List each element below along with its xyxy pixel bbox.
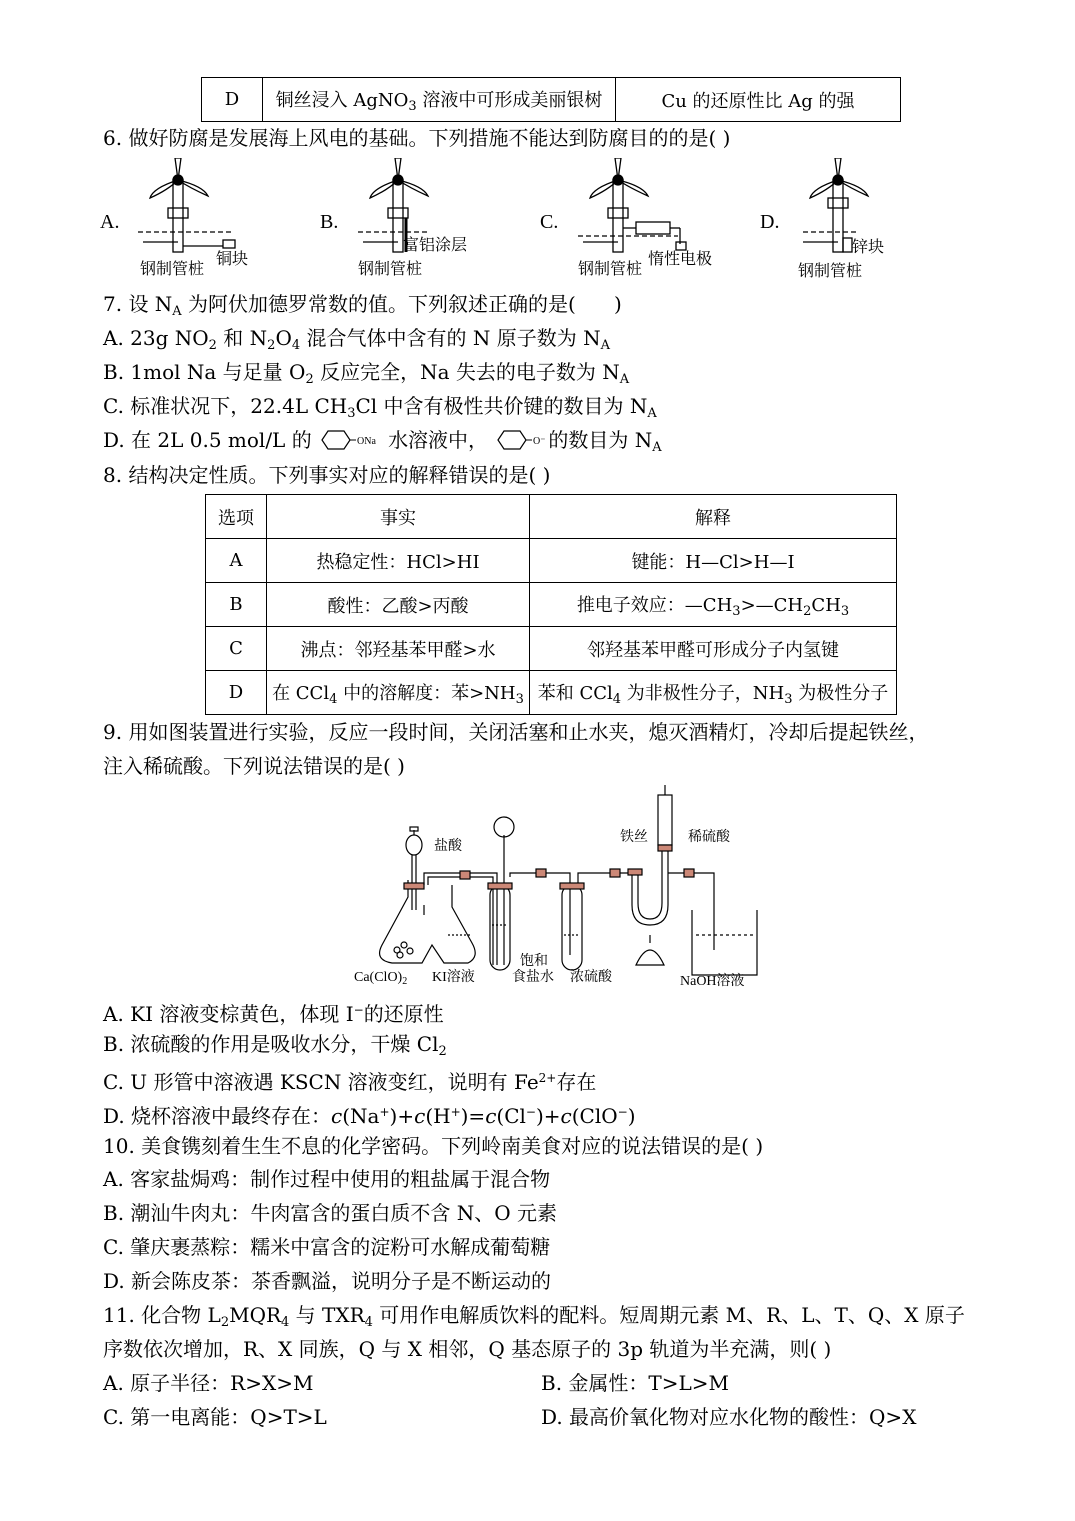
q8-table <box>205 494 897 715</box>
q9-label-brine2: 食盐水 <box>512 970 554 985</box>
q7-c: C. 标准状况下，22.4L $CH_3Cl$ 中含有极性共价键的数目为 $N_A$ <box>103 394 657 421</box>
o-minus-label: O⁻ <box>533 436 546 447</box>
q8-r3-fact: 在 CCl$_4$ 中的溶解度：苯$>NH_3$ <box>267 671 530 715</box>
q8-r2-opt: C <box>206 627 267 671</box>
q9-label-dil: 稀硫酸 <box>688 830 730 845</box>
q7-d <box>103 427 662 461</box>
q9-label-h2so4: 浓硫酸 <box>570 970 612 985</box>
q7-stem: 7. 设 $N_A$ 为阿伏加德罗常数的值。下列叙述正确的是( ) <box>103 292 622 319</box>
q9-stem1: 9. 用如图装置进行实验，反应一段时间，关闭活塞和止水夹，熄灭酒精灯，冷却后提起铁丝， <box>103 720 929 744</box>
q10-stem: 10. 美食镌刻着生生不息的化学密码。下列岭南美食对应的说法错误的是( ) <box>103 1134 764 1158</box>
q6-opt-d: D. <box>760 211 780 233</box>
q6-d-pile: 钢制管桩 <box>798 263 863 280</box>
q9-d: D. 烧杯溶液中最终存在：c(Na+)+c(H+)=c(Cl−)+c(ClO−) <box>103 1104 636 1128</box>
q11-d: D. 最高价氧化物对应水化物的酸性：Q>X <box>541 1405 917 1429</box>
q6-opt-a: A. <box>100 211 120 233</box>
q11-a: A. 原子半径：R>X>M <box>103 1371 314 1395</box>
q6-opt-b: B. <box>320 211 339 233</box>
q6-stem: 6. 做好防腐是发展海上风电的基础。下列措施不能达到防腐目的的是( ) <box>103 126 731 150</box>
top-expl: Cu 的还原性比 Ag 的强 <box>616 78 901 122</box>
q9-apparatus <box>352 785 772 995</box>
q9-a: A. KI 溶液变棕黄色，体现 I−的还原性 <box>103 1002 444 1026</box>
turbine-d <box>803 158 868 252</box>
q6-b-pile: 钢制管桩 <box>358 261 423 278</box>
q6-b-part: 富铝涂层 <box>403 237 468 254</box>
q6-c-pile: 钢制管桩 <box>578 261 643 278</box>
q9-stem2: 注入稀硫酸。下列说法错误的是( ) <box>103 754 405 778</box>
q8-r1-expl: 推电子效应：$—CH_3>—CH_2CH_3$ <box>530 583 897 627</box>
q11-c: C. 第一电离能：Q>T>L <box>103 1405 327 1429</box>
q6-opt-c: C. <box>540 211 559 233</box>
phenoxide-icon <box>494 428 548 452</box>
q8-stem: 8. 结构决定性质。下列事实对应的解释错误的是( ) <box>103 463 551 487</box>
top-table <box>201 77 901 122</box>
q6-a-part: 铜块 <box>216 251 249 268</box>
q9-label-hcl: 盐酸 <box>434 839 462 854</box>
q8-h2: 解释 <box>530 495 897 539</box>
phenyl-ona-icon <box>318 428 388 452</box>
top-fact: 铜丝浸入 AgNO$_3$ 溶液中可形成美丽银树 <box>263 78 616 122</box>
q8-r1-fact: 酸性：乙酸>丙酸 <box>267 583 530 627</box>
q9-label-caclo: $Ca(ClO)_2$ <box>354 970 408 987</box>
turbine-c <box>578 158 686 252</box>
q9-label-fe: 铁丝 <box>620 830 648 845</box>
q9-b: B. 浓硫酸的作用是吸收水分，干燥 $Cl_2$ <box>103 1032 447 1059</box>
q8-r2-fact: 沸点：邻羟基苯甲醛>水 <box>267 627 530 671</box>
q7-a: A. 23g $NO_2$ 和 $N_2O_4$ 混合气体中含有的 N 原子数为 $N_A$ <box>103 326 610 353</box>
q10-b: B. 潮汕牛肉丸：牛肉富含的蛋白质不含 N、O 元素 <box>103 1201 558 1225</box>
q9-label-naoh: NaOH溶液 <box>680 974 745 989</box>
q8-r0-expl: 键能：H—Cl>H—I <box>530 539 897 583</box>
q8-h1: 事实 <box>267 495 530 539</box>
q9-label-ki: KI溶液 <box>432 970 475 985</box>
q10-a: A. 客家盐焗鸡：制作过程中使用的粗盐属于混合物 <box>103 1167 551 1191</box>
q8-r3-expl: 苯和 CCl$_4$ 为非极性分子，$NH_3$ 为极性分子 <box>530 671 897 715</box>
q9-c: C. U 形管中溶液遇 KSCN 溶液变红，说明有 $Fe^{2+}$存在 <box>103 1070 597 1094</box>
q7-d-mid: 水溶液中， <box>388 428 489 452</box>
q6-figures <box>100 158 1060 283</box>
q11-b: B. 金属性：T>L>M <box>541 1371 730 1395</box>
q8-r1-opt: B <box>206 583 267 627</box>
q8-r2-expl: 邻羟基苯甲醛可形成分子内氢键 <box>530 627 897 671</box>
q7-d-pre: D. 在 2L 0.5 mol/L 的 <box>103 428 312 452</box>
q11-stem1: 11. 化合物 $L_2MQR_4$ 与 $TXR_4$ 可用作电解质饮料的配料。短周期元素 M、R、L、T、Q、X 原子 <box>103 1303 965 1330</box>
q7-d-post: 的数目为 $N_A$ <box>548 428 662 455</box>
q8-r0-opt: A <box>206 539 267 583</box>
q6-c-part: 惰性电极 <box>648 251 713 268</box>
q6-d-part: 锌块 <box>852 239 885 256</box>
q10-d: D. 新会陈皮茶：茶香飘溢，说明分子是不断运动的 <box>103 1269 552 1293</box>
q7-b: B. 1mol Na 与足量 $O_2$ 反应完全，Na 失去的电子数为 $N_A$ <box>103 360 630 387</box>
q8-r0-fact: 热稳定性：HCl>HI <box>267 539 530 583</box>
ona-label: ONa <box>357 436 376 447</box>
q8-h0: 选项 <box>206 495 267 539</box>
top-opt: D <box>202 78 263 122</box>
q6-a-pile: 钢制管桩 <box>140 261 205 278</box>
q8-r3-opt: D <box>206 671 267 715</box>
q10-c: C. 肇庆裹蒸粽：糯米中富含的淀粉可水解成葡萄糖 <box>103 1235 551 1259</box>
q11-stem2: 序数依次增加，R、X 同族，Q 与 X 相邻，Q 基态原子的 3p 轨道为半充满，则( ) <box>103 1337 832 1361</box>
turbine-a <box>138 158 235 252</box>
q9-label-brine1: 饱和 <box>520 954 548 969</box>
